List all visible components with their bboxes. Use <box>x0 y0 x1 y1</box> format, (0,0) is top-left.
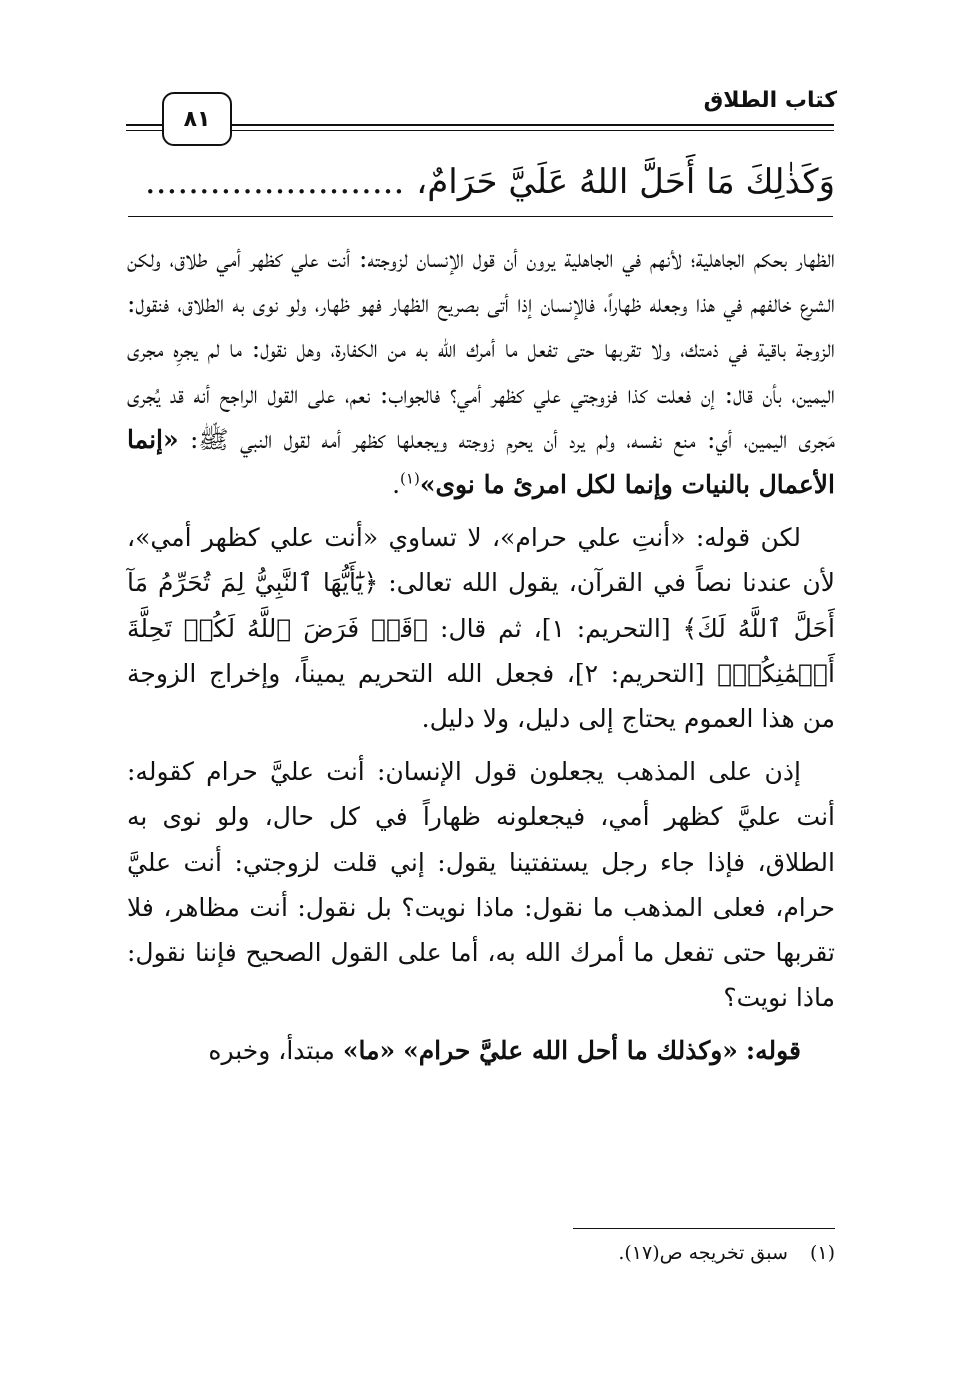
matn-dots: ........................ <box>144 162 405 202</box>
matn-quote: «وكذلك ما أحل الله عليَّ حرام» <box>403 1036 738 1066</box>
paragraph-3 <box>127 749 835 1020</box>
running-header-title: كتاب الطلاق <box>703 88 837 113</box>
footnote-1 <box>335 1242 835 1264</box>
header-rule-left-top <box>126 124 162 126</box>
page-number-box <box>162 92 232 146</box>
footnote-number: (١) <box>809 1242 835 1264</box>
paragraph-2-text: لكن قوله: «أنتِ علي حرام»، لا تساوي «أنت علي كظهر أمي»، لأن عندنا نصاً في القرآن، يقول الله تعالى: ﴿يَٰٓأَيُّهَا ٱلنَّبِيُّ لِمَ تُحَرِّمُ مَآ أَحَلَّ ٱللَّهُ لَكَ﴾ [التحريم: ١]، ثم قال: ﴿قَدۡ فَرَضَ ٱللَّهُ لَكُمۡ تَحِلَّةَ أَيۡمَٰنِكُمۡ﴾ [التحريم: ٢]، فجعل الله التحريم يميناً، وإخراج الزوجة من هذا العموم يحتاج إلى دليل، ولا دليل. <box>127 523 835 734</box>
header-rule-right-top <box>232 124 834 126</box>
paragraph-4-rest: مبتدأ، وخبره <box>208 1036 335 1066</box>
paragraph-3-text: إذن على المذهب يجعلون قول الإنسان: أنت عليَّ حرام كقوله: أنت عليَّ كظهر أمي، فيجعلونه ظهاراً في كل حال، ولو نوى به الطلاق، فإذا جاء رجل يستفتينا يقول: إني قلت لزوجتي: أنت عليَّ حرام، فعلى المذهب ما نقول: ماذا نويت؟ بل نقول: أنت مظاهر، فلا تقربها حتى تفعل ما أمرك الله به، أما على القول الصحيح فإننا نقول: ماذا نويت؟ <box>127 757 835 1013</box>
paragraph-1 <box>127 236 835 507</box>
qawluhu-lead: قوله: <box>745 1036 801 1066</box>
commentary-body <box>127 236 835 1074</box>
header-rule-right-bottom <box>232 130 834 131</box>
footnote-ref: (١) <box>400 469 420 488</box>
paragraph-4 <box>127 1028 835 1073</box>
header-rule-left-bottom <box>126 130 162 131</box>
paragraph-2 <box>127 515 835 741</box>
hadith-quote: «إنما الأعمال بالنيات وإنما لكل امرئ ما نوى» <box>127 424 835 500</box>
page-number: ٨١ <box>183 106 211 132</box>
matn-line <box>120 152 835 212</box>
matn-text: وَكَذٰلِكَ مَا أَحَلَّ اللهُ عَلَيَّ حَرَامٌ، <box>416 162 835 202</box>
matn-separator-rule <box>128 216 833 217</box>
paragraph-1-end: . <box>392 470 401 500</box>
footnote-text: سبق تخريجه ص(١٧). <box>618 1242 788 1264</box>
paragraph-1-text: الظهار بحكم الجاهلية؛ لأنهم في الجاهلية يرون أن قول الإنسان لزوجته: أنت علي كظهر أمي طلاق، ولكن الشرع خالفهم في هذا وجعله ظهاراً، فالإنسان إذا أتى بصريح الظهار فهو ظهار، ولو نوى به الطلاق، فنقول: الزوجة باقية في ذمتك، ولا تقربها حتى تفعل ما أمرك الله به من الكفارة، وهل نقول: ما لم يجرِه مجرى اليمين، بأن قال: إن فعلت كذا فزوجتي علي كظهر أمي؟ فالجواب: نعم، على القول الراجح أنه قد يُجرى مَجرى اليمين، أي: منع نفسه، ولم يرد أن يحرم زوجته ويجعلها كظهر أمه لقول النبي ﷺ: <box>127 244 835 454</box>
ma-quote: «ما» <box>342 1036 396 1066</box>
footnote-separator-rule <box>573 1228 835 1229</box>
